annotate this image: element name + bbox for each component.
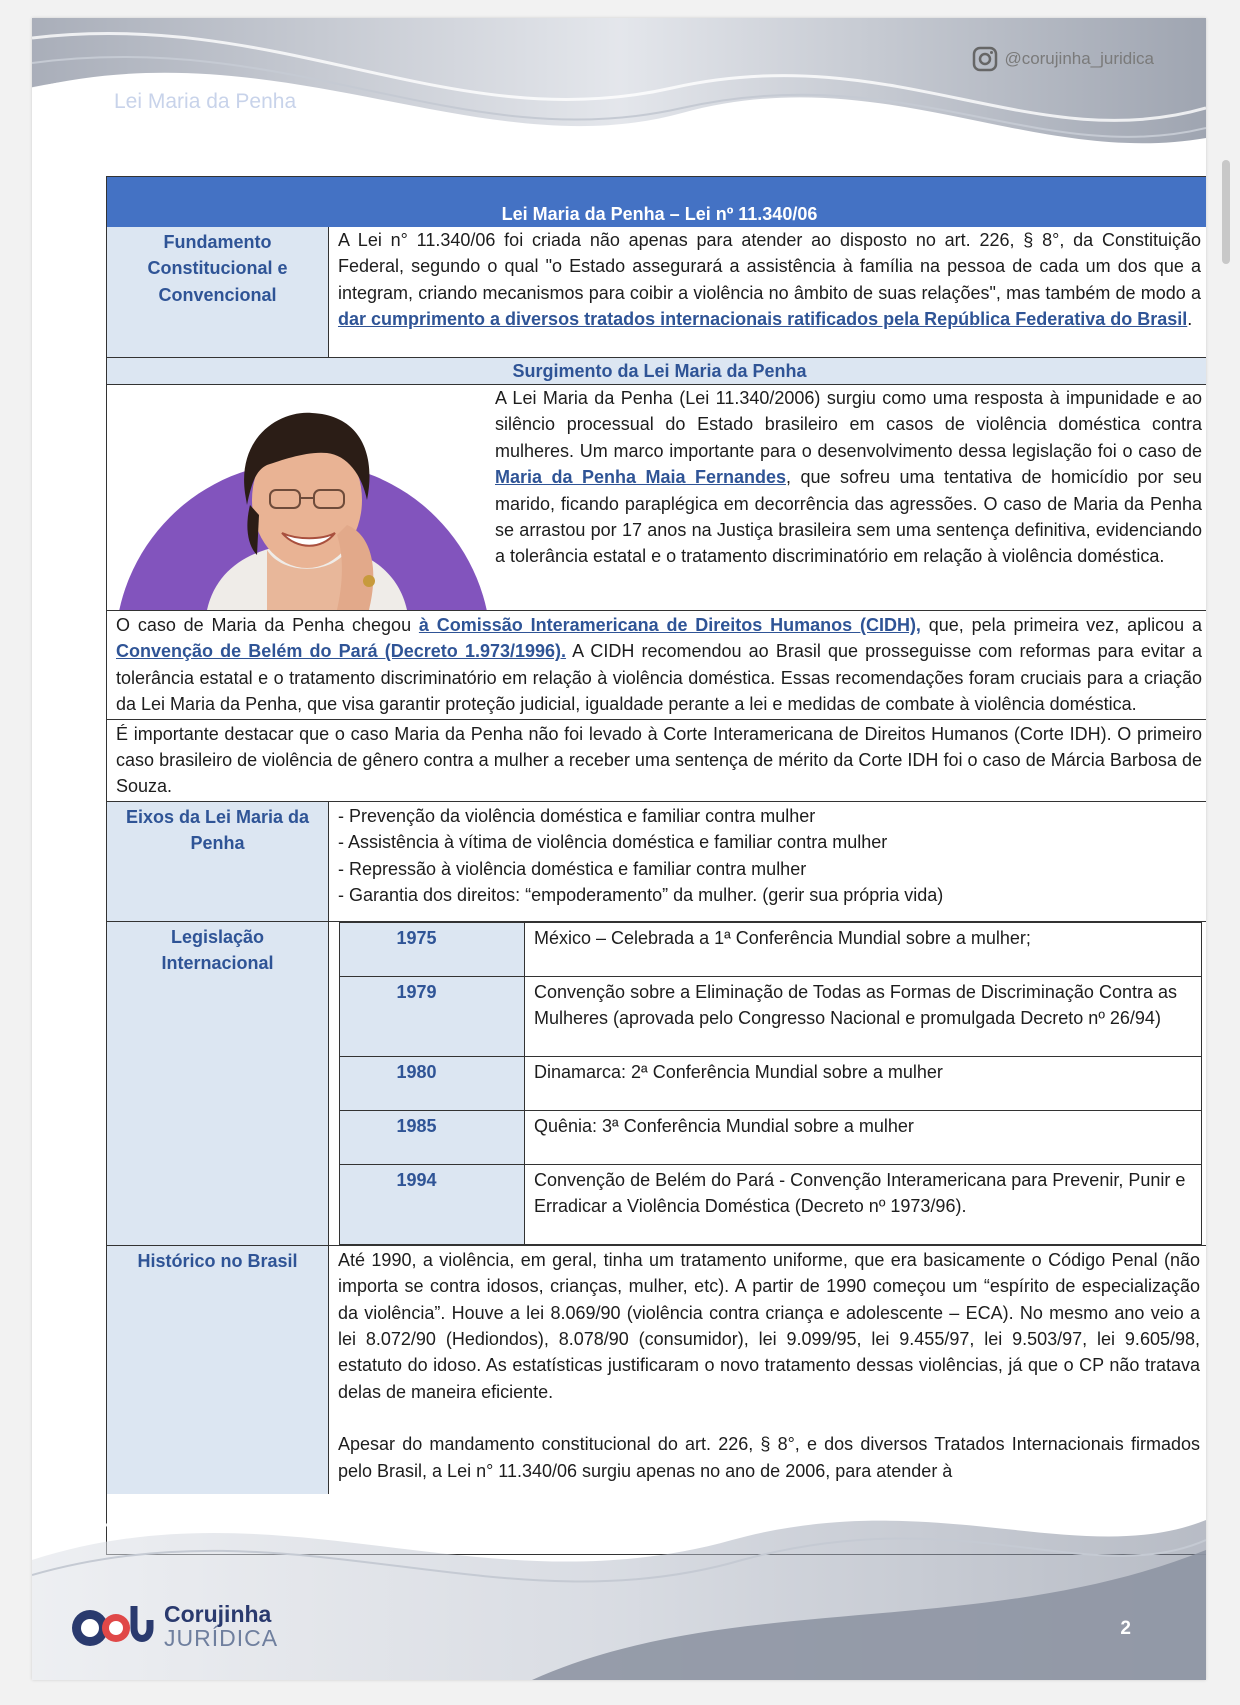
convencao-belem-link[interactable]: Convenção de Belém do Pará (Decreto 1.973/1996). xyxy=(116,641,567,662)
running-title: Lei Maria da Penha xyxy=(114,90,297,113)
table-row xyxy=(340,1164,1202,1244)
timeline-event: México – Celebrada a 1ª Conferência Mundial sobre a mulher; xyxy=(525,922,1202,976)
cidh-link[interactable]: à Comissão Interamericana de Direitos Humanos (CIDH), xyxy=(418,615,921,635)
legislacao-label: Legislação Internacional xyxy=(107,922,329,1245)
timeline-year: 1994 xyxy=(340,1164,525,1244)
table-title: Lei Maria da Penha – Lei nº 11.340/06 xyxy=(107,177,1206,227)
list-item: - Repressão à violência doméstica e familiar contra mulher xyxy=(338,858,807,879)
tratados-link[interactable]: dar cumprimento a diversos tratados internacionais ratificados pela República Federativa do Brasil xyxy=(338,309,1188,330)
document-page xyxy=(32,18,1206,1680)
surgimento-row xyxy=(107,384,1206,610)
historico-label: Histórico no Brasil xyxy=(107,1246,329,1494)
timeline-year: 1985 xyxy=(340,1110,525,1164)
eixos-list xyxy=(338,803,1201,909)
historico-paragraph-2: Apesar do mandamento constitucional do art. 226, § 8°, e dos diversos Tratados Internacionais firmados pelo Brasil, a Lei n° 11.340/06 surgiu apenas no ano de 2006, para atender à xyxy=(338,1434,1200,1481)
surgimento-heading: Surgimento da Lei Maria da Penha xyxy=(107,357,1206,384)
timeline-year: 1980 xyxy=(340,1056,525,1110)
cidh-paragraph: O caso de Maria da Penha chegou à Comissão Interamericana de Direitos Humanos (CIDH), que, pela primeira vez, aplicou a Convenção de Belém do Pará (Decreto 1.973/1996). A CIDH recomendou ao Brasil que prosseguisse com reformas para evitar a tolerância estatal e o tratamento discriminatório em relação à violência doméstica. Essas recomendações foram cruciais para a criação da Lei Maria da Penha, que visa garantir proteção judicial, igualdade perante a lei e medidas de combate à violência doméstica. xyxy=(107,610,1206,719)
corte-idh-note: É importante destacar que o caso Maria da Penha não foi levado à Corte Interamericana de Direitos Humanos (Corte IDH). O primeiro caso brasileiro de violência de gênero contra a mulher a receber uma sentença de mérito da Corte IDH foi o caso de Márcia Barbosa de Souza. xyxy=(107,719,1206,801)
scrollbar-thumb[interactable] xyxy=(1222,160,1230,264)
historico-row xyxy=(107,1245,1206,1494)
list-item: - Garantia dos direitos: “empoderamento” da mulher. (gerir sua própria vida) xyxy=(338,885,944,906)
instagram-handle[interactable] xyxy=(972,46,1154,72)
fundamento-text: A Lei n° 11.340/06 foi criada não apenas para atender ao disposto no art. 226, § 8°, da Constituição Federal, segundo o qual "o Estado assegurará a assistência à família na pessoa de cada um dos que a integram, criando mecanismos para coibir a violência no âmbito de suas relações", mas também de modo a dar cumprimento a diversos tratados internacionais ratificados pela República Federativa do Brasil. xyxy=(338,230,1201,330)
owl-logo-icon xyxy=(68,1598,158,1654)
eixos-content xyxy=(329,802,1206,921)
surgimento-text: A Lei Maria da Penha (Lei 11.340/2006) surgiu como uma resposta à impunidade e ao silêncio processual do Estado brasileiro em casos de violência doméstica contra mulheres. Um marco importante para o desenvolvimento dessa legislação foi o caso de Maria da Penha Maia Fernandes, que sofreu uma tentativa de homicídio por seu marido, ficando paraplégica em decorrência das agressões. O caso de Maria da Penha se arrastou por 17 anos na Justiça brasileira sem uma sentença definitiva, evidenciando a tolerância estatal e o tratamento discriminatório em relação à violência doméstica. xyxy=(495,388,1202,567)
historico-paragraph-1: Até 1990, a violência, em geral, tinha um tratamento uniforme, que era basicamente o Código Penal (não importa se contra idosos, crianças, mulher, etc). A partir de 1990 começou um “espírito de especialização da violência”. Houve a lei 8.069/90 (violência contra criança e adolescente – ECA). No mesmo ano veio a lei 8.072/90 (Hediondos), 8.078/90 (consumidor), lei 9.099/95, lei 9.455/97, lei 9.503/97, lei 9.605/98, estatuto do idoso. As estatísticas justificaram o novo tratamento dessas violências, já que o CP não tratava delas de maneira eficiente. xyxy=(338,1249,1200,1402)
eixos-label: Eixos da Lei Maria da Penha xyxy=(107,802,329,921)
timeline-year: 1975 xyxy=(340,922,525,976)
page-number: 2 xyxy=(1120,1618,1131,1639)
maria-da-penha-link[interactable]: Maria da Penha Maia Fernandes xyxy=(495,467,786,488)
fundamento-label: Fundamento Constitucional e Convencional xyxy=(107,227,329,357)
historico-content xyxy=(329,1246,1206,1494)
legislacao-row xyxy=(107,921,1206,1245)
timeline-event: Dinamarca: 2ª Conferência Mundial sobre a mulher xyxy=(525,1056,1202,1110)
eixos-row xyxy=(107,801,1206,921)
legislacao-content xyxy=(329,922,1206,1245)
list-item: - Assistência à vítima de violência doméstica e familiar contra mulher xyxy=(338,832,888,853)
maria-da-penha-photo xyxy=(107,385,495,610)
timeline-event: Convenção sobre a Eliminação de Todas as Formas de Discriminação Contra as Mulheres (aprovada pelo Congresso Nacional e promulgada Decreto nº 26/94) xyxy=(525,976,1202,1056)
timeline-event: Convenção de Belém do Pará - Convenção Interamericana para Prevenir, Punir e Erradicar a Violência Doméstica (Decreto nº 1973/96). xyxy=(525,1164,1202,1244)
instagram-icon xyxy=(972,46,998,72)
fundamento-row xyxy=(107,227,1206,357)
logo-wordmark: Corujinha JURÍDICA xyxy=(164,1601,279,1651)
table-row xyxy=(340,1110,1202,1164)
table-row xyxy=(340,922,1202,976)
main-table xyxy=(106,176,1206,1555)
list-item: - Prevenção da violência doméstica e familiar contra mulher xyxy=(338,805,816,826)
table-row xyxy=(340,976,1202,1056)
table-row xyxy=(340,1056,1202,1110)
timeline-table xyxy=(339,922,1202,1245)
portrait-illustration xyxy=(107,385,495,610)
timeline-year: 1979 xyxy=(340,976,525,1056)
instagram-handle-text: @corujinha_juridica xyxy=(1004,49,1154,68)
timeline-event: Quênia: 3ª Conferência Mundial sobre a mulher xyxy=(525,1110,1202,1164)
corujinha-logo[interactable] xyxy=(68,1598,278,1654)
